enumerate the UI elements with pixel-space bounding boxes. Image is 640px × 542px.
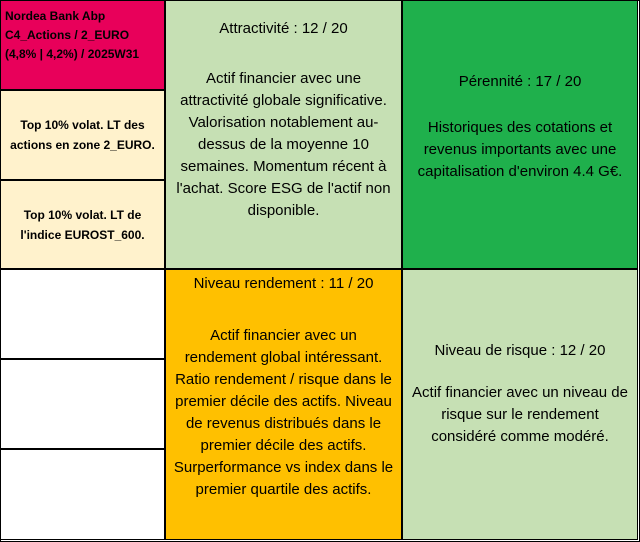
empty-cell bbox=[0, 359, 165, 449]
attractivite-title: Attractivité : 12 / 20 bbox=[219, 20, 348, 37]
perennite-line: revenus importants avec une bbox=[423, 141, 617, 158]
empty-cell bbox=[0, 449, 165, 540]
rendement-title: Niveau rendement : 11 / 20 bbox=[193, 275, 374, 292]
rendement-line: premier décile des actifs. Niveau bbox=[175, 393, 392, 410]
note-line: l'indice EUROST_600. bbox=[20, 227, 145, 242]
risque-line: Actif financier avec un niveau de bbox=[412, 384, 628, 401]
rendement-line: Surperformance vs index dans le bbox=[173, 459, 394, 476]
asset-period: (4,8% | 4,2%) / 2025W31 bbox=[5, 47, 140, 61]
rendement-line: de revenus distribués dans le bbox=[185, 415, 382, 432]
volatility-note-zone bbox=[0, 90, 165, 180]
empty-cell bbox=[0, 269, 165, 359]
attractivite-cell bbox=[165, 0, 402, 269]
rendement-line: Actif financier avec un bbox=[210, 327, 357, 344]
note-line: actions en zone 2_EURO. bbox=[10, 138, 155, 152]
attractivite-line: Actif financier avec une bbox=[205, 70, 362, 87]
volatility-note-index bbox=[0, 180, 165, 269]
note-line: Top 10% volat. LT des bbox=[20, 118, 145, 132]
asset-name: Nordea Bank Abp bbox=[5, 9, 106, 23]
perennite-title: Pérennité : 17 / 20 bbox=[458, 73, 582, 90]
perennite-cell bbox=[402, 0, 638, 269]
risque-cell bbox=[402, 269, 638, 540]
risque-title: Niveau de risque : 12 / 20 bbox=[434, 342, 606, 359]
note-line: Top 10% volat. LT de bbox=[23, 207, 142, 222]
attractivite-line: attractivité globale significative. bbox=[180, 92, 387, 109]
rendement-line: premier quartile des actifs. bbox=[195, 481, 372, 498]
risque-line: considéré comme modéré. bbox=[431, 428, 609, 445]
attractivite-line: semaines. Momentum récent à bbox=[180, 158, 387, 175]
risque-line: risque sur le rendement bbox=[441, 406, 599, 423]
attractivite-line: l'achat. Score ESG de l'actif non bbox=[176, 180, 391, 197]
perennite-line: Historiques des cotations et bbox=[427, 119, 613, 136]
attractivite-line: disponible. bbox=[247, 202, 320, 219]
perennite-line: capitalisation d'environ 4.4 G€. bbox=[417, 163, 623, 180]
rendement-line: premier décile des actifs. bbox=[200, 437, 367, 454]
rendement-line: Ratio rendement / risque dans le bbox=[175, 371, 392, 388]
asset-header-cell bbox=[0, 0, 165, 90]
attractivite-line: Valorisation notablement au- bbox=[188, 114, 379, 131]
attractivite-line: dessus de la moyenne 10 bbox=[198, 136, 369, 153]
rendement-line: rendement global intéressant. bbox=[184, 349, 383, 366]
asset-category: C4_Actions / 2_EURO bbox=[5, 28, 130, 42]
rendement-cell bbox=[165, 269, 402, 540]
